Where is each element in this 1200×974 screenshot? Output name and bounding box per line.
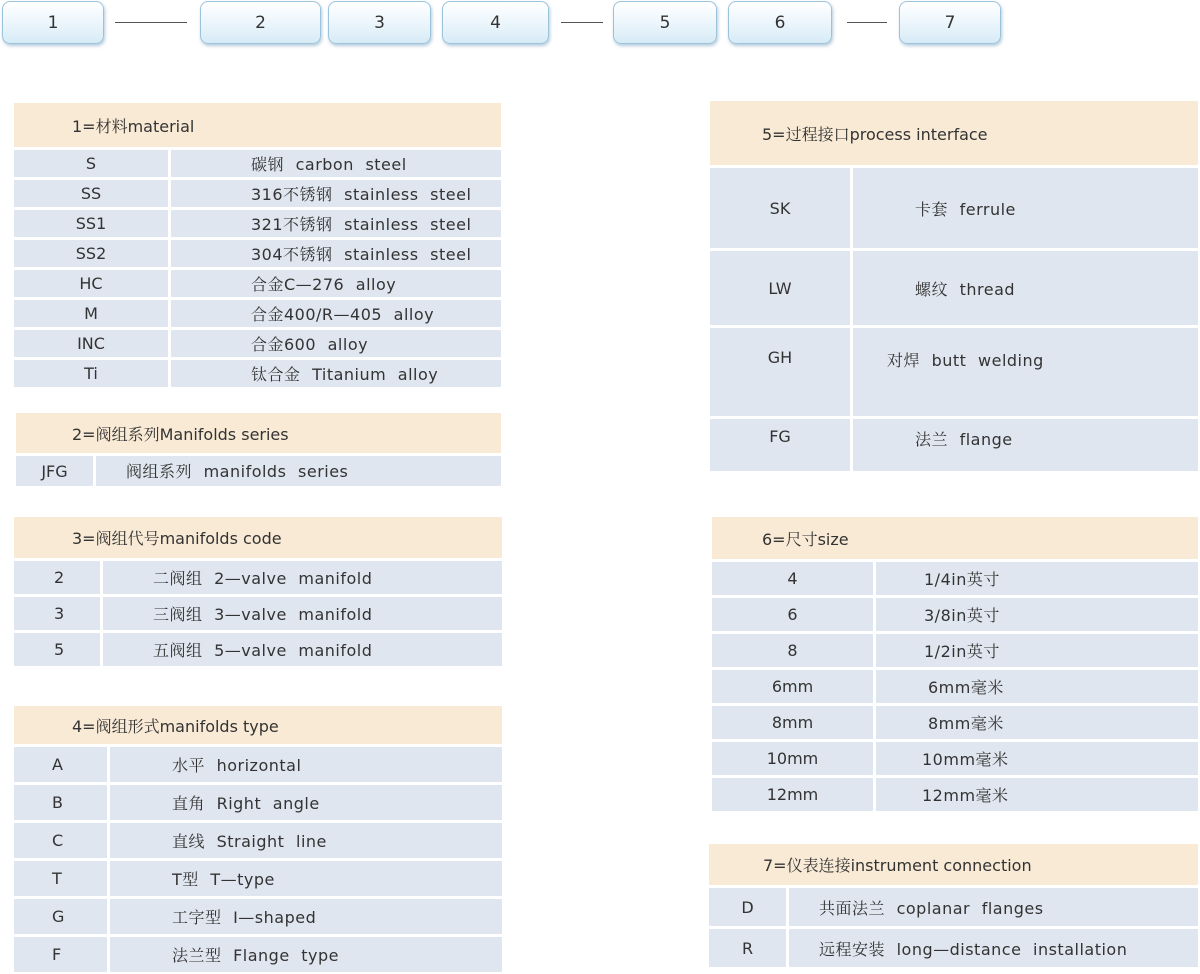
material-code: HC: [14, 270, 171, 297]
material-row: [14, 300, 501, 327]
interface-table: [710, 101, 1198, 471]
material-code: M: [14, 300, 171, 327]
size-table: [712, 517, 1198, 811]
material-desc: 合金C—276 alloy: [251, 275, 397, 294]
size-code: 10mm: [712, 742, 876, 775]
connection-desc: 远程安装 long—distance installation: [819, 939, 1128, 959]
manifold-type-code: T: [14, 861, 110, 896]
material-desc: 合金400/R—405 alloy: [251, 305, 435, 324]
material-row: [14, 210, 501, 237]
material-row: [14, 270, 501, 297]
manifold-code-value: 5: [14, 633, 103, 666]
manifold-type-desc: 直角 Right angle: [172, 794, 320, 813]
manifold-type-row: [14, 937, 502, 972]
material-desc: 321不锈钢 stainless steel: [251, 215, 472, 234]
manifold-type-row: [14, 747, 502, 782]
size-code: 12mm: [712, 778, 876, 811]
size-code: 8: [712, 634, 876, 667]
manifold-type-code: F: [14, 937, 110, 972]
interface-code: GH: [710, 328, 853, 416]
size-code: 6: [712, 598, 876, 631]
series-desc: 阀组系列 manifolds series: [126, 462, 349, 481]
manifold-code-value: 2: [14, 561, 103, 594]
size-row: [712, 634, 1198, 667]
manifold-type-desc: T型 T—type: [172, 870, 275, 889]
size-row: [712, 598, 1198, 631]
interface-code: LW: [710, 251, 853, 325]
manifold-code-row: [14, 597, 502, 630]
interface-title: 5=过程接口process interface: [762, 124, 988, 144]
material-code: SS2: [14, 240, 171, 267]
size-desc: 6mm毫米: [928, 678, 1004, 697]
material-heading: [14, 103, 501, 147]
size-row: [712, 742, 1198, 775]
connection-desc: 共面法兰 coplanar flanges: [819, 898, 1044, 918]
material-code: S: [14, 150, 171, 177]
size-desc: 1/2in英寸: [924, 642, 1000, 661]
size-desc: 12mm毫米: [922, 786, 1009, 805]
manifold-type-row: [14, 861, 502, 896]
manifold-type-code: C: [14, 823, 110, 858]
connection-heading: [709, 844, 1198, 885]
manifold-type-title: 4=阀组形式manifolds type: [72, 716, 279, 736]
material-row: [14, 240, 501, 267]
interface-row: [710, 168, 1198, 248]
code-box-7: 7: [899, 1, 1001, 44]
size-row: [712, 706, 1198, 739]
manifold-type-row: [14, 785, 502, 820]
code-box-1: 1: [2, 1, 104, 44]
series-heading: [16, 413, 501, 453]
material-row: [14, 330, 501, 357]
material-desc: 钛合金 Titanium alloy: [251, 365, 439, 384]
interface-row: [710, 328, 1198, 416]
interface-row: [710, 419, 1198, 471]
connection-code: R: [709, 929, 789, 967]
manifold-code-row: [14, 561, 502, 594]
connection-row: [709, 888, 1198, 926]
interface-desc: 卡套 ferrule: [915, 199, 1016, 219]
code-box-5: 5: [613, 1, 717, 44]
manifold-code-desc: 五阀组 5—valve manifold: [153, 641, 373, 660]
manifold-code-heading: [14, 517, 502, 558]
manifold-type-heading: [14, 706, 502, 744]
connector-line: [847, 22, 887, 23]
size-code: 8mm: [712, 706, 876, 739]
size-title: 6=尺寸size: [762, 529, 849, 549]
series-table: [16, 413, 501, 486]
manifold-type-row: [14, 899, 502, 934]
size-code: 4: [712, 562, 876, 595]
connection-row: [709, 929, 1198, 967]
size-row: [712, 562, 1198, 595]
series-title: 2=阀组系列Manifolds series: [72, 424, 289, 444]
code-box-6: 6: [728, 1, 832, 44]
size-desc: 8mm毫米: [928, 714, 1004, 733]
connection-title: 7=仪表连接instrument connection: [763, 856, 1032, 875]
size-heading: [712, 517, 1198, 559]
manifold-code-desc: 二阀组 2—valve manifold: [153, 569, 373, 588]
manifold-code-row: [14, 633, 502, 666]
manifold-type-desc: 工字型 I—shaped: [172, 908, 317, 927]
series-code: JFG: [16, 456, 96, 486]
connection-code: D: [709, 888, 789, 926]
interface-heading: [710, 101, 1198, 165]
manifold-code-table: [14, 517, 502, 666]
material-desc: 碳钢 carbon steel: [251, 155, 407, 174]
material-desc: 合金600 alloy: [251, 335, 369, 354]
size-row: [712, 670, 1198, 703]
material-row: [14, 150, 501, 177]
material-code: SS: [14, 180, 171, 207]
manifold-type-code: G: [14, 899, 110, 934]
size-desc: 10mm毫米: [922, 750, 1009, 769]
material-code: Ti: [14, 360, 171, 387]
material-code: SS1: [14, 210, 171, 237]
size-row: [712, 778, 1198, 811]
manifold-type-code: B: [14, 785, 110, 820]
material-row: [14, 360, 501, 387]
interface-desc: 对焊 butt welding: [887, 351, 1044, 370]
manifold-type-row: [14, 823, 502, 858]
code-box-3: 3: [328, 1, 431, 44]
manifold-code-title: 3=阀组代号manifolds code: [72, 529, 282, 548]
code-box-2: 2: [200, 1, 321, 44]
connector-line: [561, 22, 603, 23]
interface-row: [710, 251, 1198, 325]
material-desc: 304不锈钢 stainless steel: [251, 245, 472, 264]
material-row: [14, 180, 501, 207]
size-code: 6mm: [712, 670, 876, 703]
material-desc: 316不锈钢 stainless steel: [251, 185, 472, 204]
interface-desc: 法兰 flange: [915, 430, 1013, 449]
material-code: INC: [14, 330, 171, 357]
manifold-code-value: 3: [14, 597, 103, 630]
manifold-type-desc: 水平 horizontal: [172, 756, 302, 775]
manifold-type-code: A: [14, 747, 110, 782]
size-desc: 3/8in英寸: [924, 606, 1000, 625]
manifold-code-desc: 三阀组 3—valve manifold: [153, 605, 373, 624]
material-title: 1=材料material: [72, 116, 195, 136]
connector-line: [115, 22, 187, 23]
code-box-4: 4: [442, 1, 549, 44]
interface-code: SK: [710, 168, 853, 248]
material-table: [14, 103, 501, 387]
manifold-type-table: [14, 706, 502, 972]
series-row: [16, 456, 501, 486]
manifold-type-desc: 直线 Straight line: [172, 832, 327, 851]
interface-code: FG: [710, 419, 853, 471]
manifold-type-desc: 法兰型 Flange type: [172, 946, 340, 965]
connection-table: [709, 844, 1198, 967]
interface-desc: 螺纹 thread: [915, 279, 1016, 299]
size-desc: 1/4in英寸: [924, 570, 1000, 589]
